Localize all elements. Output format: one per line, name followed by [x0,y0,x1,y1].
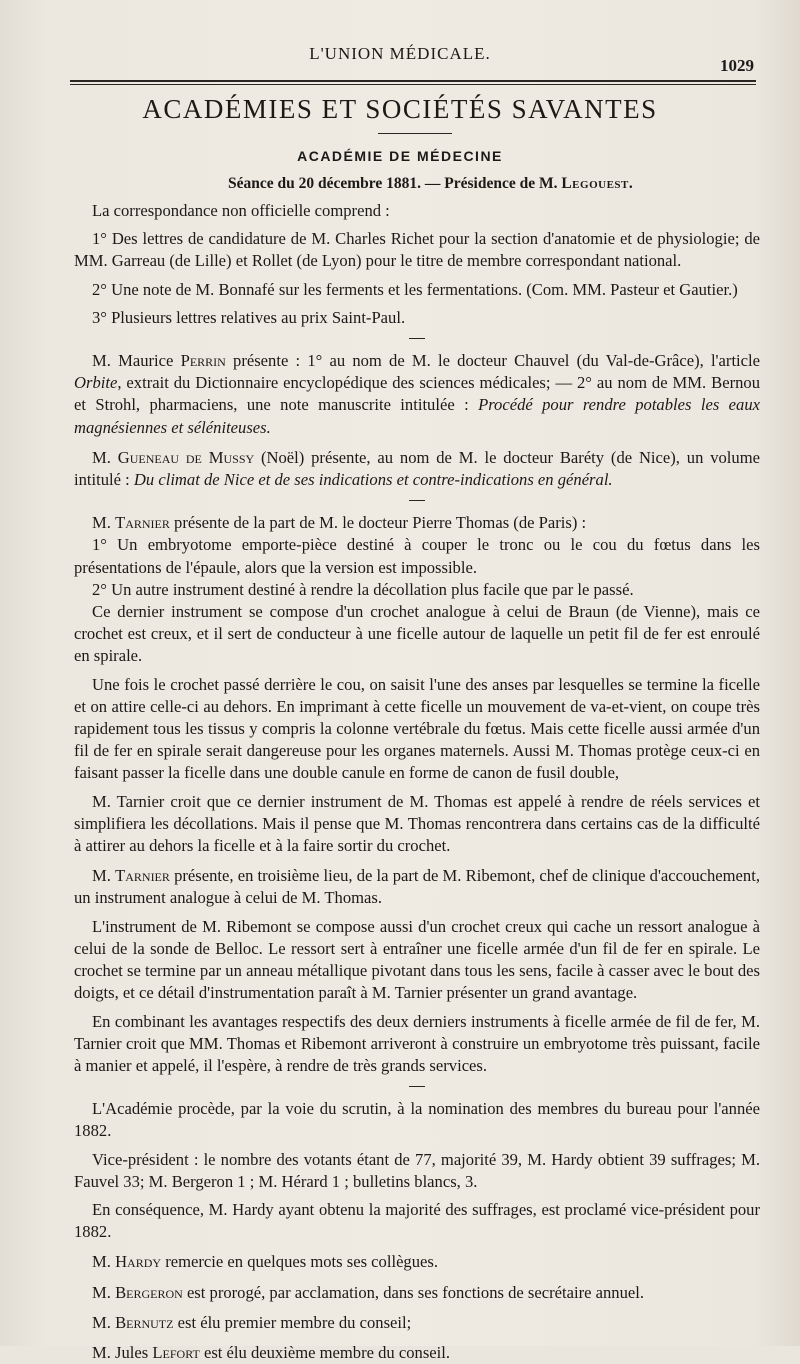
section-divider [409,1086,425,1087]
paragraph: L'Académie procède, par la voie du scrutin, à la nomination des membres du bureau pour l'année 1882. [74,1099,760,1141]
academy-heading: ACADÉMIE DE MÉDECINE [297,148,503,164]
article-body [74,200,760,1364]
paragraph: M. Gueneau de Mussy (Noël) présente, au nom de M. le docteur Baréty (de Nice), un volume intitulé : Du climat de Nice et de ses indications et contre-indications en général. [74,447,760,490]
paragraph: M. Tarnier présente, en troisième lieu, de la part de M. Ribemont, chef de clinique d'accouchement, un instrument analogue à celui de M. Thomas. [74,866,760,908]
paragraph: 3° Plusieurs lettres relatives au prix Saint-Paul. [92,307,406,327]
page-number: 1029 [720,56,754,75]
paragraph: M. Maurice Perrin présente : 1° au nom de M. le docteur Chauvel (du Val-de-Grâce), l'article Orbite, extrait du Dictionnaire encyclopédique des sciences médicales; — 2° au nom de MM. Bernou et Strohl, pharmaciens, une note manuscrite intitulée : Procédé pour rendre potables les eaux magnésiennes et séléniteuses. [74,351,761,437]
session-date: Séance du 20 décembre 1881. — Présidence de M. [228,175,562,192]
person-name: Tarnier [115,513,170,533]
paragraph: M. Bernutz est élu premier membre du conseil; [92,1312,412,1332]
person-name: Lefort [152,1342,200,1362]
paragraph: En combinant les avantages respectifs des deux derniers instruments à ficelle armée de fil de fer, M. Tarnier croit que MM. Thomas et Ribemont arriveront à construire un embryotome très puissant, facile à manier et appelé, il l'espère, à rendre de très grands services. [74,1011,760,1075]
paragraph: M. Tarnier présente de la part de M. le docteur Pierre Thomas (de Paris) : [92,513,587,533]
paragraph: 1° Un embryotome emporte-pièce destiné à couper le tronc ou le cou du fœtus dans les présentations de l'épaule, alors que la version est impossible. [74,535,760,577]
person-name: Bernutz [115,1312,174,1332]
paragraph: M. Hardy remercie en quelques mots ses collègues. [92,1252,438,1272]
title-rule [378,133,452,134]
section-divider [409,500,425,501]
paragraph: En conséquence, M. Hardy ayant obtenu la majorité des suffrages, est proclamé vice-président pour 1882. [74,1199,760,1242]
person-name: Gueneau de Mussy [117,447,255,467]
person-name: Bergeron [115,1282,183,1302]
section-title: ACADÉMIES ET SOCIÉTÉS SAVANTES [142,94,658,124]
person-name: Perrin [180,351,226,371]
paragraph: L'instrument de M. Ribemont se compose aussi d'un crochet creux qui cache un ressort analogue à celui de la sonde de Belloc. Le ressort sert à entraîner une ficelle armée d'un fil de fer en spirale. Le crochet se termine par un anneau métallique pivotant dans tous les sens, facile à casser avec le bout des doigts, et ce détail d'instrumentation paraît à M. Tarnier présenter un grand avantage. [74,916,760,1003]
paragraph: M. Tarnier croit que ce dernier instrument de M. Thomas est appelé à rendre de réels services et simplifiera les décollations. Mais il pense que M. Thomas rencontrera dans certains cas de la difficulté à attirer au dehors la ficelle et à la faire sortir du crochet. [74,791,760,856]
paragraph: Ce dernier instrument se compose d'un crochet analogue à celui de Braun (de Vienne), mais ce crochet est creux, et il sert de conducteur à une ficelle autour de laquelle un petit fil de fer est enroulé en spirale. [74,602,760,666]
paragraph: 1° Des lettres de candidature de M. Charles Richet pour la section d'anatomie et de physiologie; de MM. Garreau (de Lille) et Rollet (de Lyon) pour le titre de membre correspondant national. [74,229,760,271]
paragraph: M. Jules Lefort est élu deuxième membre du conseil. [92,1342,451,1362]
header-rule [70,80,756,85]
paragraph: Une fois le crochet passé derrière le cou, on saisit l'une des anses par lesquelles se termine la ficelle et on attire celle-ci au dehors. En imprimant à cette ficelle un mouvement de va-et-vient, on coupe très rapidement tous les tissus y compris la colonne vertébrale du fœtus. Mais cette ficelle aussi armée d'un fil de fer en spirale serait dangereuse pour les organes maternels. Aussi M. Thomas protège ceux-ci en faisant passer la ficelle dans une double canule en forme de canon de fusil double, [74,674,760,783]
paragraph: M. Bergeron est prorogé, par acclamation, dans ses fonctions de secrétaire annuel. [92,1282,645,1302]
session-line [228,175,633,193]
session-president: Legouest. [561,175,634,192]
running-title: L'UNION MÉDICALE. [309,44,491,63]
paragraph: 2° Une note de M. Bonnafé sur les ferments et les fermentations. (Com. MM. Pasteur et Gautier.) [92,279,738,299]
paragraph: Vice-président : le nombre des votants étant de 77, majorité 39, M. Hardy obtient 39 suffrages; M. Fauvel 33; M. Bergeron 1 ; M. Hérard 1 ; bulletins blancs, 3. [74,1149,760,1191]
person-name: Hardy [115,1252,162,1272]
person-name: Tarnier [115,866,170,886]
paragraph: 2° Un autre instrument destiné à rendre la décollation plus facile que par le passé. [92,579,634,599]
paragraph: La correspondance non officielle comprend : [92,201,390,220]
section-divider [409,338,425,339]
